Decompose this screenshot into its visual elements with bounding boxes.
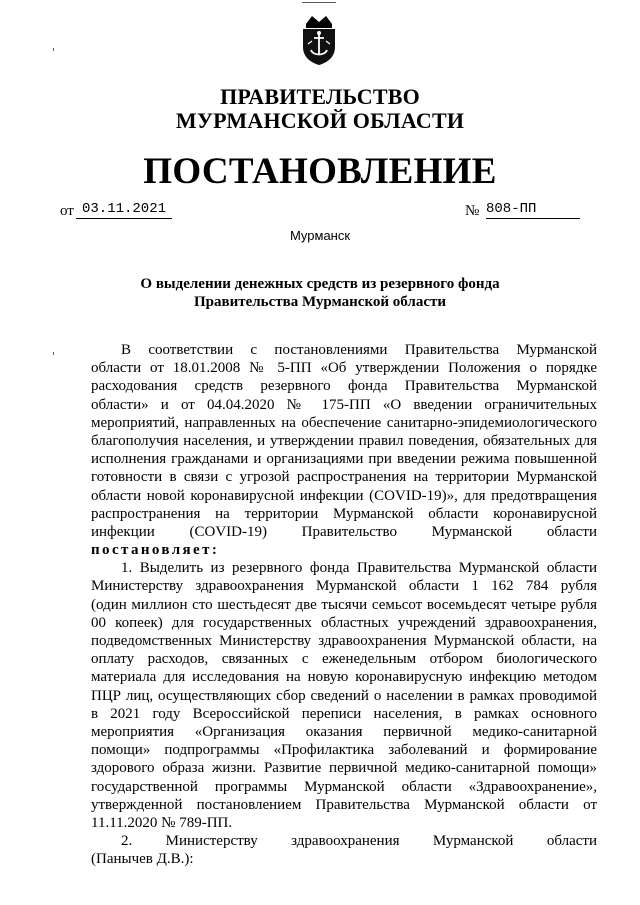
document-body xyxy=(91,341,597,868)
body-line: помощи» подпрограммы «Профилактика заболеваний и формирование xyxy=(91,742,597,759)
body-line: в 2021 году Всероссийской переписи населения, в рамках основного xyxy=(91,705,597,722)
body-line: готовности в связи с угрозой распространения на территории Мурманской xyxy=(91,469,597,486)
body-line: 00 копеек) для государственных областных учреждений здравоохранения, xyxy=(91,614,597,631)
government-title-line-1: ПРАВИТЕЛЬСТВО xyxy=(220,84,420,109)
body-line: инфекции (COVID-19) Правительство Мурманской области xyxy=(91,523,597,540)
body-line: (Панычев Д.В.): xyxy=(91,851,194,868)
body-line: 11.11.2020 № 789-ПП. xyxy=(91,814,233,831)
body-line: (один миллион сто шестьдесят две тысячи семьсот восемьдесят четыре рубля xyxy=(91,596,597,613)
government-title-line-2: МУРМАНСКОЙ ОБЛАСТИ xyxy=(175,108,465,133)
document-date: 03.11.2021 xyxy=(76,200,172,219)
date-label: от xyxy=(60,203,74,219)
body-line: подведомственных Министерству здравоохранения Мурманской области, на xyxy=(91,633,597,649)
body-line: области новой коронавирусной инфекции (COVID-19)», для предотвращения xyxy=(91,487,597,504)
document-type-title: ПОСТАНОВЛЕНИЕ xyxy=(143,151,497,192)
body-line: ПЦР лиц, осуществляющих сбор сведений о населении в рамках проводимой xyxy=(91,687,597,704)
body-line: Министерству здравоохранения Мурманской области 1 162 784 рубля xyxy=(91,578,597,595)
body-line: В соответствии с постановлениями Правительства Мурманской xyxy=(121,342,597,358)
margin-mark xyxy=(53,48,54,51)
subject-line-2: Правительства Мурманской области xyxy=(193,294,447,310)
city-name: Мурманск xyxy=(289,228,351,243)
subject-line-1: О выделении денежных средств из резервного фонда xyxy=(140,276,500,292)
document-number: 808-ПП xyxy=(486,200,580,219)
body-line: благополучия населения, и утверждении правил поведения, обязательных для xyxy=(91,432,597,449)
number-label: № xyxy=(465,203,480,219)
body-line: материала для исследования на новую коронавирусную инфекцию методом xyxy=(91,669,597,686)
body-line: здорового образа жизни. Развитие первичной медико-санитарной помощи» xyxy=(91,760,597,777)
body-line: оплату расходов, связанных с еженедельным отбором биологического xyxy=(91,651,597,668)
body-line: государственной программы Мурманской области «Здравоохранение», xyxy=(91,778,597,795)
body-line: утвержденной постановлением Правительства Мурманской области от xyxy=(91,796,597,813)
body-line: 2. Министерству здравоохранения Мурманской области xyxy=(121,833,597,850)
body-line: распространения на территории Мурманской области коронавирусной xyxy=(91,505,597,522)
top-divider xyxy=(302,2,336,3)
decree-keyword: постановляет: xyxy=(91,542,220,559)
coat-of-arms-icon xyxy=(300,14,338,66)
margin-mark xyxy=(53,352,54,355)
body-line: области от 18.01.2008 № 5-ПП «Об утверждении Положения о порядке xyxy=(91,360,597,377)
body-line: мероприятий, направленных на обеспечение санитарно-эпидемиологического xyxy=(91,414,597,431)
body-line: расходования средств резервного фонда Правительства Мурманской xyxy=(91,378,597,395)
body-line: области» и от 04.04.2020 № 175-ПП «О введении ограничительных xyxy=(91,396,597,413)
body-line: исполнения гражданами и организациями при введении режима повышенной xyxy=(91,451,597,468)
body-line: мероприятия «Организация оказания первичной медико-санитарной xyxy=(91,723,597,740)
body-line: 1. Выделить из резервного фонда Правительства Мурманской области xyxy=(121,560,597,577)
